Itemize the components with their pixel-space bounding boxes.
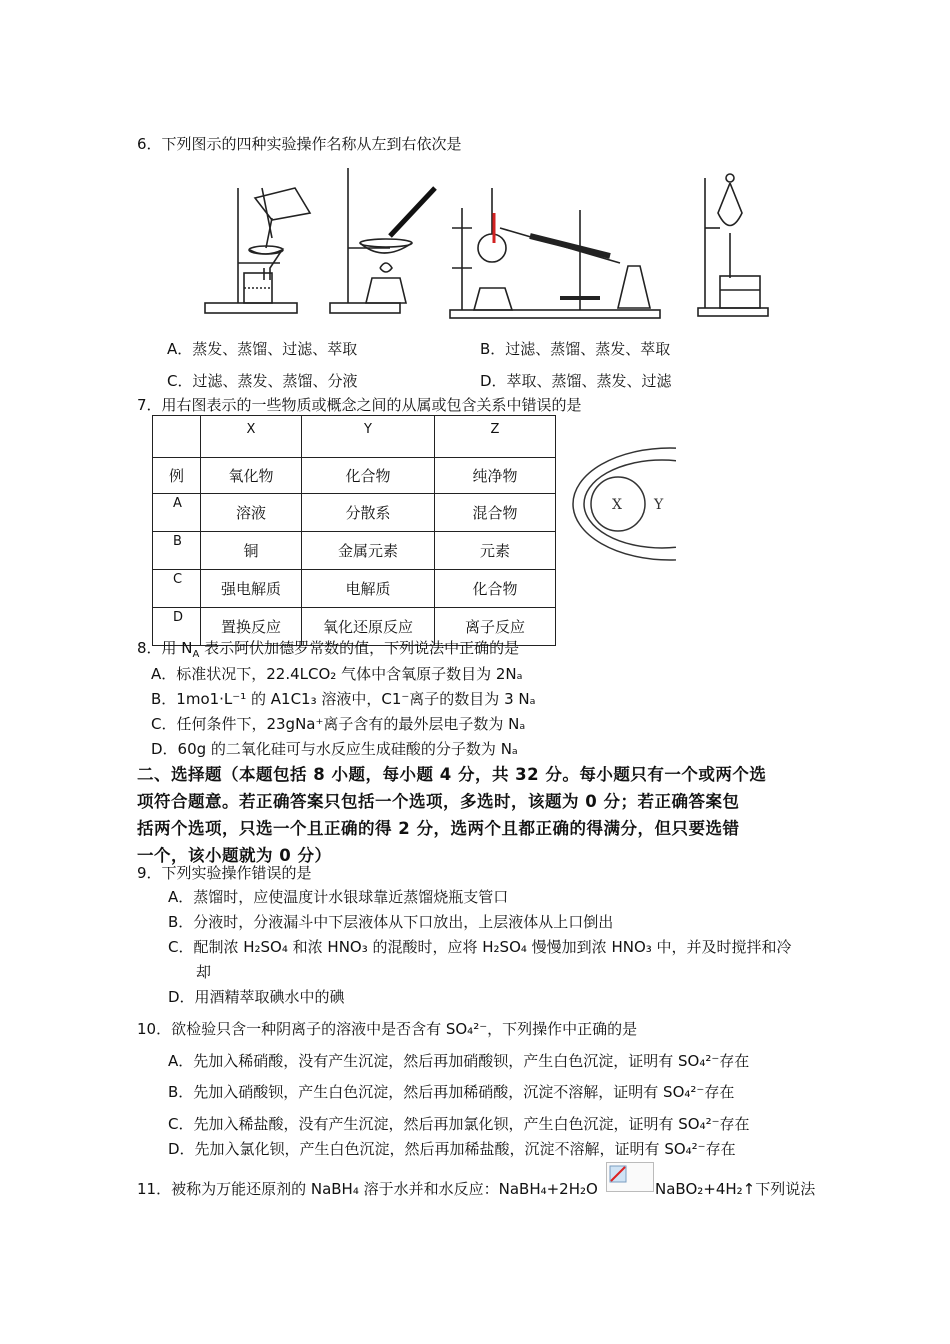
table-row	[153, 570, 556, 608]
q8-option-d: D．60g 的二氧化硅可与水反应生成硅酸的分子数为 Nₐ	[151, 740, 518, 758]
table-row	[153, 416, 556, 458]
table-cell: C	[153, 570, 201, 608]
q10-option-c: C．先加入稀盐酸，没有产生沉淀，然后再加氯化钡，产生白色沉淀，证明有 SO₄²⁻存在	[168, 1115, 750, 1133]
table-row	[153, 458, 556, 494]
q9-option-c-cont: 却	[196, 963, 212, 981]
q10-option-a: A．先加入稀硝酸，没有产生沉淀，然后再加硝酸钡，产生白色沉淀，证明有 SO₄²⁻存在	[168, 1052, 750, 1070]
table-header-cell	[153, 416, 201, 458]
q8-option-b: B．1mo1·L⁻¹ 的 A1C1₃ 溶液中，C1⁻离子的数目为 3 Nₐ	[151, 690, 536, 708]
table-row	[153, 532, 556, 570]
table-cell: 离子反应	[435, 608, 556, 646]
table-cell: 混合物	[435, 494, 556, 532]
section2-line4: 一个，该小题就为 0 分）	[137, 846, 332, 865]
table-cell: A	[153, 494, 201, 532]
table-row	[153, 494, 556, 532]
q8-stem: 8．用 $N_A$ 表示阿伏加德罗常数的值，下列说法中正确的是	[137, 639, 520, 660]
table-cell: 化合物	[302, 458, 435, 494]
q10-option-d: D．先加入氯化钡，产生白色沉淀，然后再加稀盐酸，沉淀不溶解，证明有 SO₄²⁻存在	[168, 1140, 736, 1158]
q9-option-d: D．用酒精萃取碘水中的碘	[168, 988, 345, 1006]
table-cell: 金属元素	[302, 532, 435, 570]
q6-stem: 6．下列图示的四种实验操作名称从左到右依次是	[137, 135, 462, 153]
table-cell: 电解质	[302, 570, 435, 608]
q9-option-a: A．蒸馏时，应使温度计水银球靠近蒸馏烧瓶支管口	[168, 888, 509, 906]
table-cell: 置换反应	[201, 608, 302, 646]
q9-option-c: C．配制浓 H₂SO₄ 和浓 HNO₃ 的混酸时，应将 H₂SO₄ 慢慢加到浓 HNO₃ 中，并及时搅拌和冷	[168, 938, 792, 956]
table-cell: 溶液	[201, 494, 302, 532]
table-header-cell: Y	[302, 416, 435, 458]
q7-inclusion-diagram	[570, 445, 676, 563]
q10-stem: 10．欲检验只含一种阴离子的溶液中是否含有 SO₄²⁻，下列操作中正确的是	[137, 1020, 638, 1038]
q11-stem-part2: NaBO₂+4H₂↑下列说法	[655, 1180, 816, 1198]
table-cell: 例	[153, 458, 201, 494]
table-header-cell: Z	[435, 416, 556, 458]
table-cell: 氧化还原反应	[302, 608, 435, 646]
q6-apparatus-figure	[200, 168, 780, 323]
broken-image-icon	[606, 1162, 654, 1192]
q7-stem: 7．用右图表示的一些物质或概念之间的从属或包含关系中错误的是	[137, 396, 582, 414]
q6-option-d: D．萃取、蒸馏、蒸发、过滤	[480, 372, 672, 390]
section2-line2: 项符合题意。若正确答案只包括一个选项，多选时，该题为 0 分；若正确答案包	[137, 792, 740, 811]
table-cell: 强电解质	[201, 570, 302, 608]
q6-option-c: C．过滤、蒸发、蒸馏、分液	[167, 372, 358, 390]
diagram-y-label: Y	[654, 497, 664, 513]
q6-option-a: A．蒸发、蒸馏、过滤、萃取	[167, 340, 358, 358]
table-cell: 分散系	[302, 494, 435, 532]
table-header-cell: X	[201, 416, 302, 458]
q9-option-b: B．分液时，分液漏斗中下层液体从下口放出，上层液体从上口倒出	[168, 913, 614, 931]
q7-table	[152, 415, 556, 646]
table-cell: 纯净物	[435, 458, 556, 494]
table-cell: 铜	[201, 532, 302, 570]
q8-option-a: A．标准状况下，22.4LCO₂ 气体中含氧原子数目为 2Nₐ	[151, 665, 523, 683]
q9-stem: 9．下列实验操作错误的是	[137, 864, 312, 882]
q10-option-b: B．先加入硝酸钡，产生白色沉淀，然后再加稀硝酸，沉淀不溶解，证明有 SO₄²⁻存在	[168, 1083, 735, 1101]
section2-line1: 二、选择题（本题包括 8 小题，每小题 4 分，共 32 分。每小题只有一个或两个选	[137, 765, 767, 784]
q6-option-b: B．过滤、蒸馏、蒸发、萃取	[480, 340, 671, 358]
table-cell: 元素	[435, 532, 556, 570]
table-cell: B	[153, 532, 201, 570]
section2-line3: 括两个选项，只选一个且正确的得 2 分，选两个且都正确的得满分，但只要选错	[137, 819, 740, 838]
table-cell: 化合物	[435, 570, 556, 608]
diagram-x-label: X	[612, 497, 622, 513]
q8-option-c: C．任何条件下，23gNa⁺离子含有的最外层电子数为 Nₐ	[151, 715, 526, 733]
table-cell: 氧化物	[201, 458, 302, 494]
q11-stem-part1: 11．被称为万能还原剂的 NaBH₄ 溶于水并和水反应：NaBH₄+2H₂O	[137, 1180, 598, 1198]
table-cell: D	[153, 608, 201, 646]
